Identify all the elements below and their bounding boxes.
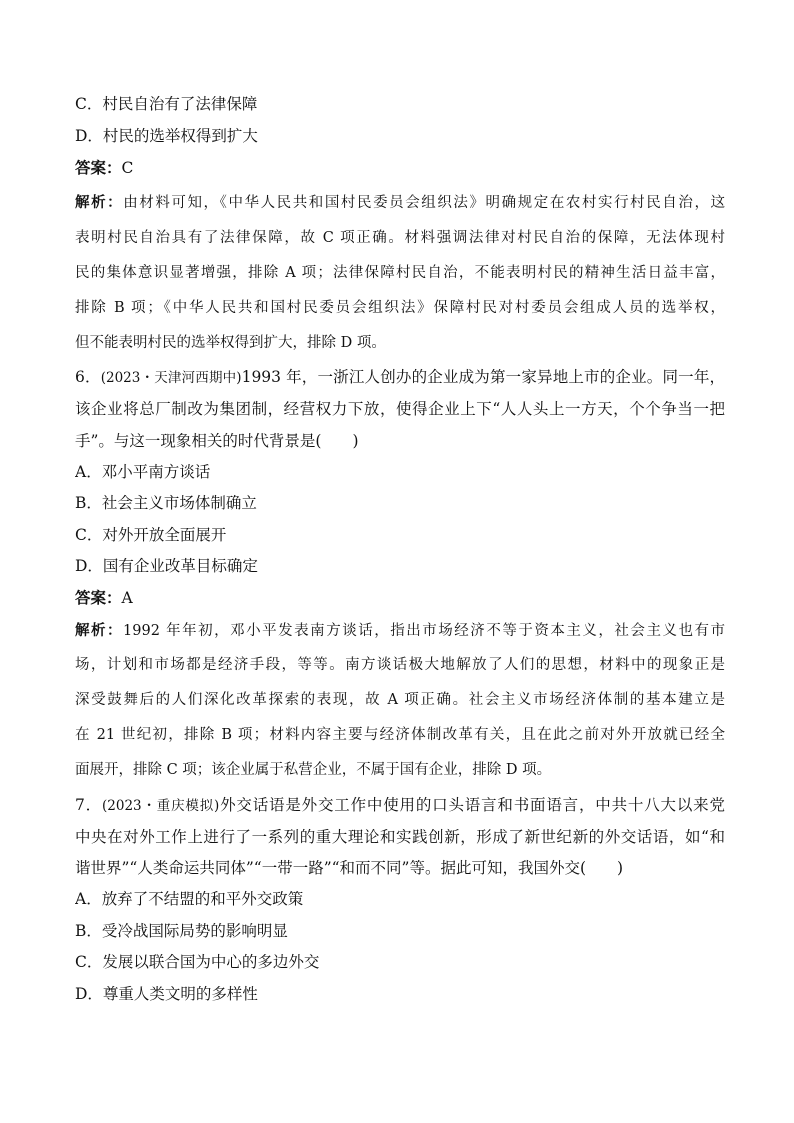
q7-stem-line-2: 中央在对外工作上进行了一系列的重大理论和实践创新，形成了新世纪新的外交话语，如“和 xyxy=(75,828,725,846)
analysis-text: 由材料可知，《中华人民共和国村民委员会组织法》明确规定在农村实行村民自治，这 xyxy=(123,195,725,211)
q7-stem-line-1 xyxy=(75,795,725,816)
q6-option-b: B．社会主义市场体制确立 xyxy=(75,494,257,512)
q6-option-c: C．对外开放全面展开 xyxy=(75,526,227,544)
analysis-label: 解析： xyxy=(75,622,124,639)
question-source: (2023・天津河西期中) xyxy=(100,370,242,386)
q5-answer xyxy=(75,158,725,178)
q7-stem-line-3: 谐世界”“人类命运共同体”“一带一路”“和而不同”等。据此可知，我国外交( ) xyxy=(75,859,624,877)
answer-value: A xyxy=(121,589,133,607)
answer-label: 答案： xyxy=(75,158,122,177)
question-source: (2023・重庆模拟) xyxy=(102,798,220,814)
stem-text: 1993 年，一浙江人创办的企业成为第一家异地上市的企业。同一年， xyxy=(241,368,725,386)
q6-stem-line-3: 手”。与这一现象相关的时代背景是( ) xyxy=(75,432,359,450)
q6-analysis-line-1 xyxy=(75,621,725,641)
q7-option-b: B．受冷战国际局势的影响明显 xyxy=(75,922,288,940)
q6-option-a: A．邓小平南方谈话 xyxy=(75,463,211,481)
answer-value: C xyxy=(121,159,134,177)
q6-option-d: D．国有企业改革目标确定 xyxy=(75,557,258,575)
q6-analysis-line-3: 深受鼓舞后的人们深化改革探索的表现，故 A 项正确。社会主义市场经济体制的基本建立是 xyxy=(75,692,725,708)
q5-option-c: C．村民自治有了法律保障 xyxy=(75,95,258,113)
answer-label: 答案： xyxy=(75,588,122,607)
q6-analysis-line-5: 面展开，排除 C 项；该企业属于私营企业，不属于国有企业，排除 D 项。 xyxy=(75,762,552,778)
q7-option-d: D．尊重人类文明的多样性 xyxy=(75,985,258,1003)
q5-analysis-line-4: 排除 B 项；《中华人民共和国村民委员会组织法》保障村民对村委员会组成人员的选举权， xyxy=(75,300,725,316)
question-number: 7． xyxy=(75,796,102,814)
q5-analysis-line-1 xyxy=(75,193,725,213)
q6-analysis-line-2: 场，计划和市场都是经济手段，等等。南方谈话极大地解放了人们的思想，材料中的现象正是 xyxy=(75,657,725,673)
q5-analysis-line-3: 民的集体意识显著增强，排除 A 项；法律保障村民自治，不能表明村民的精神生活日益丰富， xyxy=(75,265,725,281)
stem-text: 外交话语是外交工作中使用的口头语言和书面语言，中共十八大以来党 xyxy=(219,796,725,814)
q5-option-d: D．村民的选举权得到扩大 xyxy=(75,127,258,145)
q6-analysis-line-4: 在 21 世纪初，排除 B 项；材料内容主要与经济体制改革有关，且在此之前对外开放就已经全 xyxy=(75,727,725,743)
q5-analysis-line-5: 但不能表明村民的选举权得到扩大，排除 D 项。 xyxy=(75,335,386,351)
analysis-label: 解析： xyxy=(75,194,124,211)
q7-option-a: A．放弃了不结盟的和平外交政策 xyxy=(75,890,304,908)
q5-analysis-line-2: 表明村民自治具有了法律保障，故 C 项正确。材料强调法律对村民自治的保障，无法体现村 xyxy=(75,230,725,246)
q7-option-c: C．发展以联合国为中心的多边外交 xyxy=(75,953,320,971)
q6-stem-line-2: 该企业将总厂制改为集团制，经营权力下放，使得企业上下“人人头上一方天，个个争当一把 xyxy=(75,400,725,418)
analysis-text: 1992 年年初，邓小平发表南方谈话，指出市场经济不等于资本主义，社会主义也有市 xyxy=(123,623,725,639)
q6-answer xyxy=(75,588,725,608)
question-number: 6． xyxy=(75,368,101,386)
q6-stem-line-1 xyxy=(75,367,725,388)
